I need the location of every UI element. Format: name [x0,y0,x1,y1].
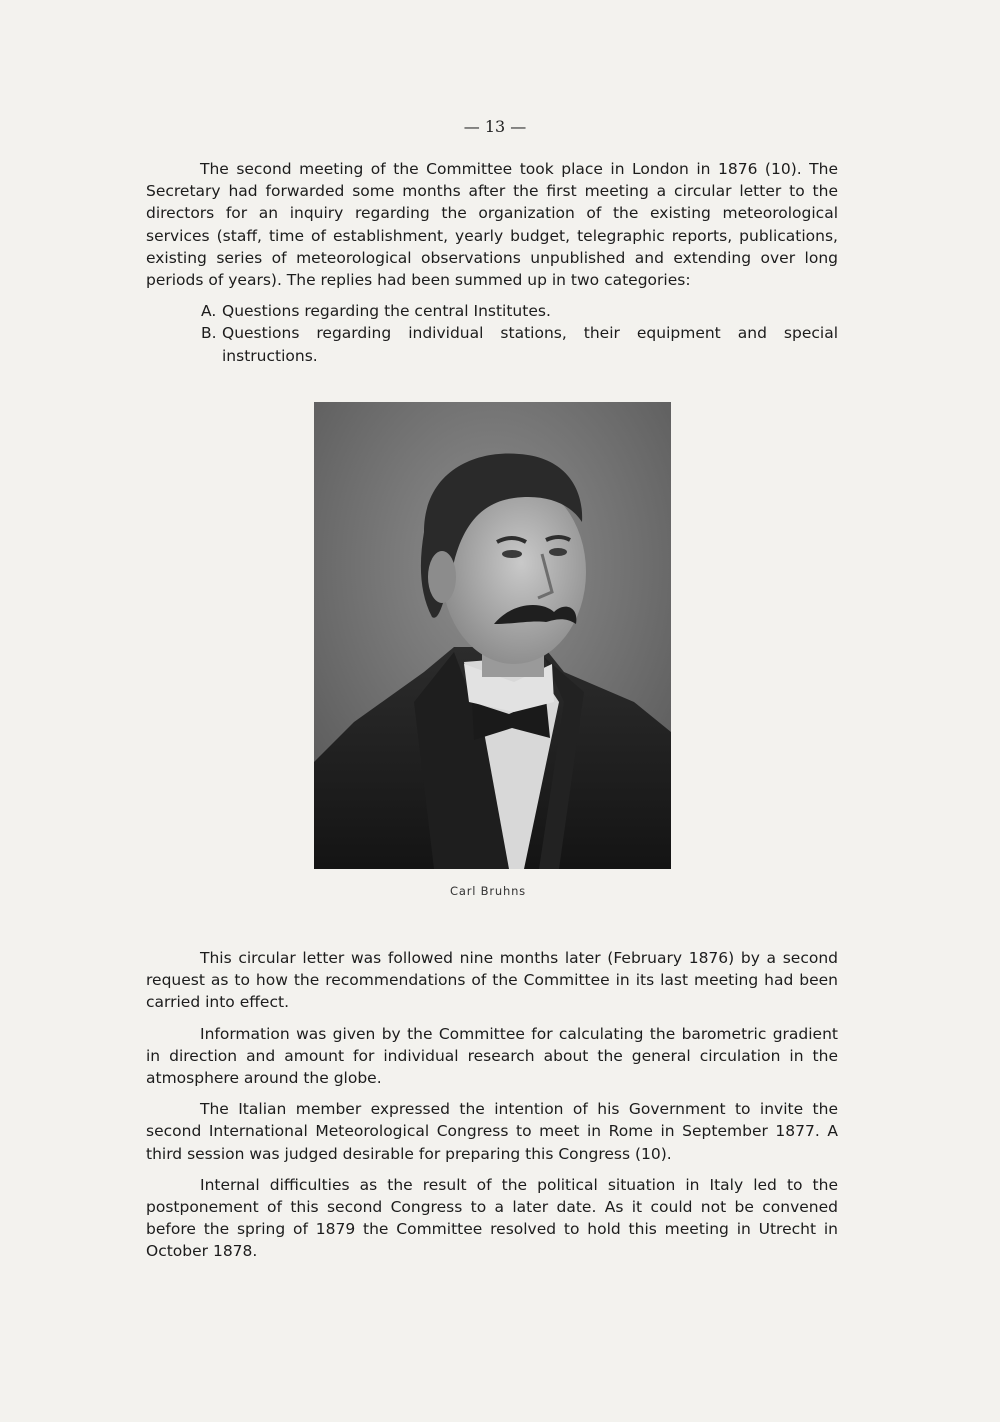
eye-shape [502,550,522,558]
page-number: — 13 — [463,117,527,136]
intro-section [146,158,838,367]
list-item [146,322,838,366]
photo-caption: Carl Bruhns [450,884,526,898]
portrait-photo [314,402,671,869]
body-paragraph: The Italian member expressed the intention of his Government to invite the second International Meteorological Congress to meet in Rome in September 1877. A third session was judged desirable for preparing this Congress (10). [146,1100,838,1163]
intro-paragraph: The second meeting of the Committee took place in London in 1876 (10). The Secretary had forwarded some months after the first meeting a circular letter to the directors for an inquiry regarding the organization of the existing meteorological services (staff, time of establishment, yearly budget, telegraphic reports, publications, existing series of meteorological observations unpublished and extending over long periods of years). The replies had been summed up in two categories: [146,160,838,290]
portrait-photo-icon [314,402,671,869]
list-item [146,300,838,322]
list-item-text: Questions regarding individual stations, their equipment and special instructions. [222,324,838,365]
list-marker: B. [201,324,217,343]
body-paragraph: This circular letter was followed nine months later (February 1876) by a second request as to how the recommendations of the Committee in its last meeting had been carried into effect. [146,949,838,1012]
ear-shape [428,551,456,603]
body-paragraph: Internal difficulties as the result of the political situation in Italy led to the postponement of this second Congress to a later date. As it could not be convened before the spring of 1879 the Committee resolved to hold this meeting in Utrecht in October 1878. [146,1175,838,1261]
category-list [146,300,838,367]
list-marker: A. [201,302,217,321]
eye-shape [549,548,567,556]
list-item-text: Questions regarding the central Institutes. [222,302,551,321]
body-paragraph: Information was given by the Committee for calculating the barometric gradient in direction and amount for individual research about the general circulation in the atmosphere around the globe. [146,1024,838,1088]
after-section [146,947,838,1272]
